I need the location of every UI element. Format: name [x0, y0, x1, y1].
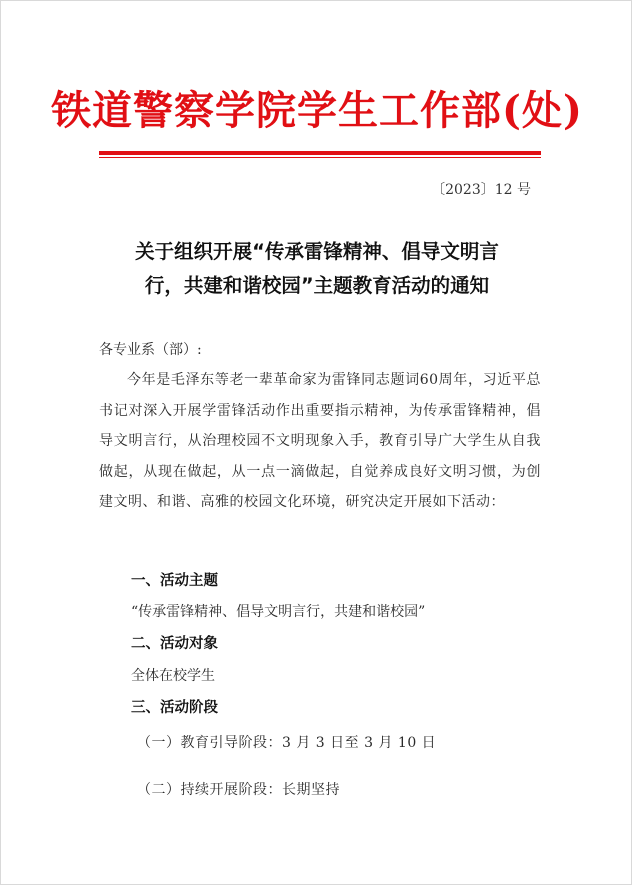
masthead-rule-thick	[99, 151, 541, 155]
section-text-theme: “传承雷锋精神、倡导文明言行，共建和谐校园”	[131, 604, 426, 620]
section-text-audience: 全体在校学生	[131, 668, 215, 684]
masthead-rule-thin	[99, 157, 541, 158]
masthead-title: 铁道警察学院学生工作部(处)	[51, 87, 583, 134]
stage-item-2: （二）持续开展阶段：长期坚持	[137, 782, 340, 798]
salutation: 各专业系（部）:	[99, 342, 202, 358]
section-heading-stages: 三、活动阶段	[131, 700, 218, 716]
stage-item-1: （一）教育引导阶段：3 月 3 日至 3 月 10 日	[137, 735, 437, 751]
notice-title-line-2: 行，共建和谐校园”主题教育活动的通知	[144, 274, 490, 297]
notice-title-line-1: 关于组织开展“传承雷锋精神、倡导文明言	[135, 240, 499, 263]
notice-title	[81, 235, 553, 303]
document-number: 〔2023〕12 号	[431, 182, 531, 198]
intro-paragraph: 今年是毛泽东等老一辈革命家为雷锋同志题词60周年，习近平总书记对深入开展学雷锋活动作出重要指示精神，为传承雷锋精神，倡导文明言行，从治理校园不文明现象入手，教育引导广大学生从自我做起，从现在做起，从一点一滴做起，自觉养成良好文明习惯，为创建文明、和谐、高雅的校园文化环境，研究决定开展如下活动：	[99, 372, 541, 510]
section-heading-audience: 二、活动对象	[131, 636, 218, 652]
notice-body	[99, 335, 541, 798]
section-heading-theme: 一、活动主题	[131, 573, 218, 589]
